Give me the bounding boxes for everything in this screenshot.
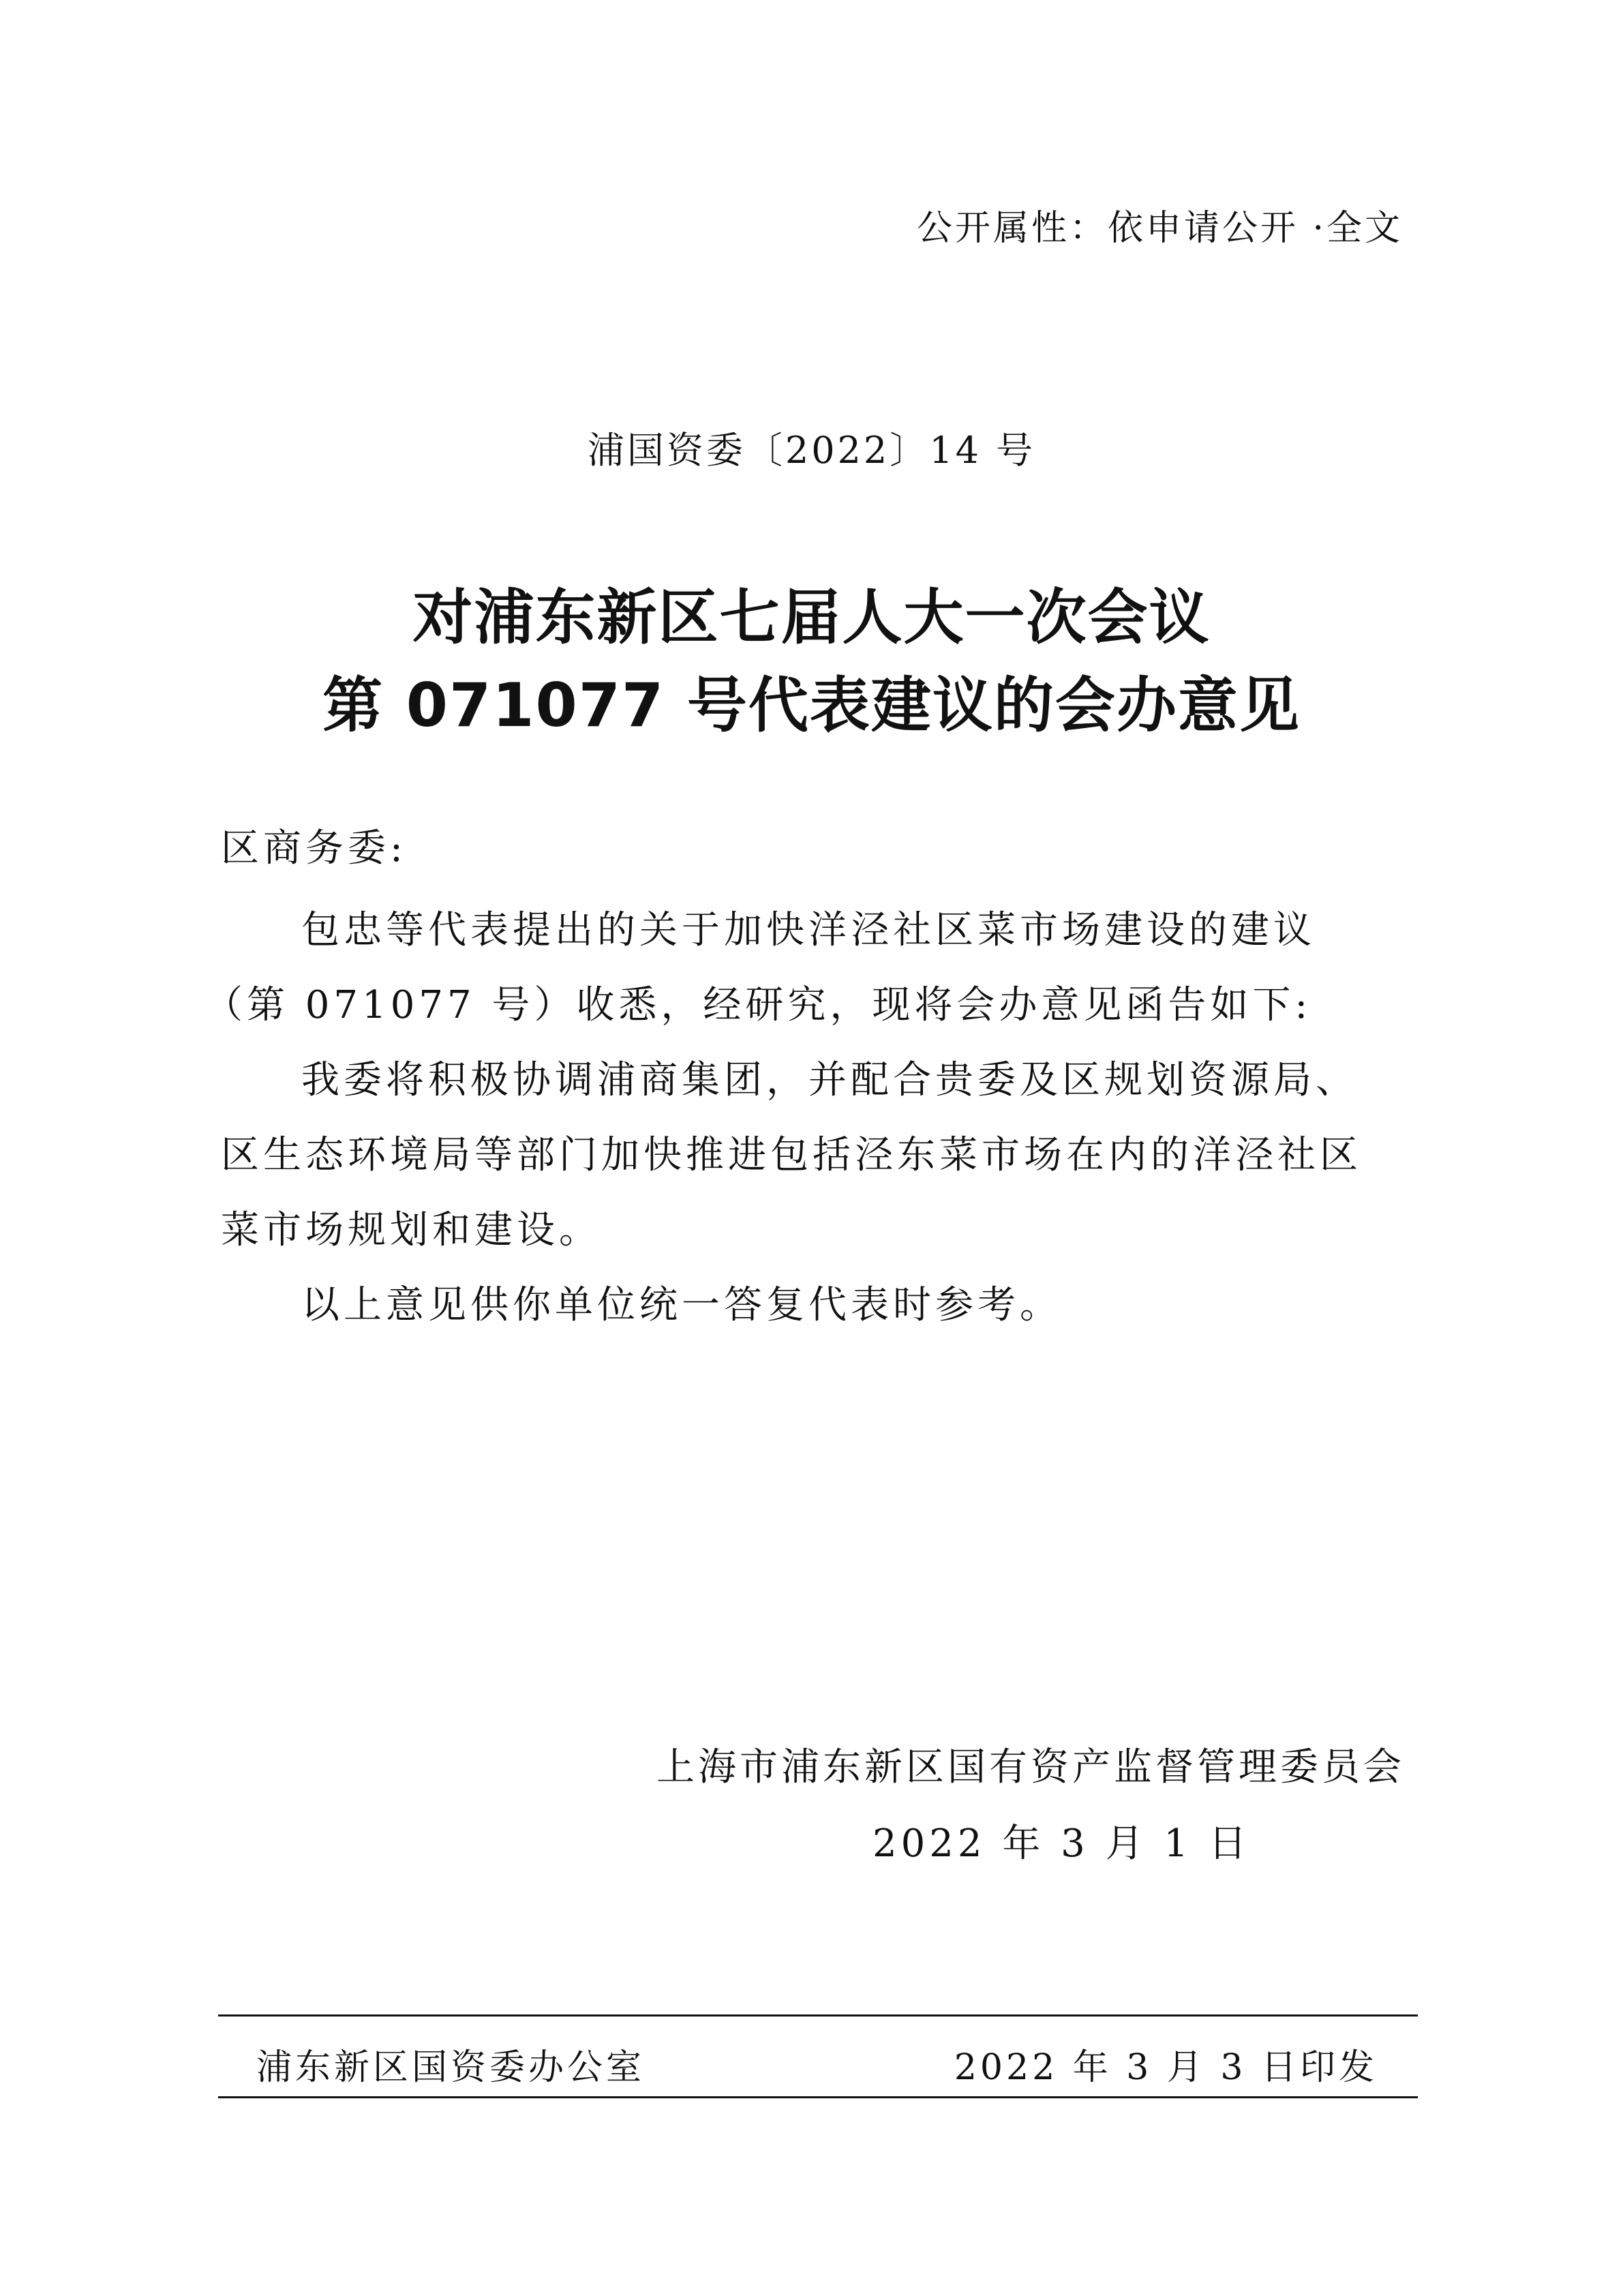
footer-bottom-rule [218, 2096, 1418, 2098]
footer-issue-date: 2022 年 3 月 3 日印发 [954, 2047, 1378, 2088]
footer-issuing-office: 浦东新区国资委办公室 [256, 2047, 646, 2088]
paragraph-2-line-3: 菜市场规划和建设。 [221, 1208, 601, 1252]
disclosure-attribute: 公开属性：依申请公开 ·全文 [916, 208, 1403, 249]
paragraph-1-line-1: 包忠等代表提出的关于加快洋泾社区菜市场建设的建议 [301, 908, 1316, 952]
signing-organization: 上海市浦东新区国有资产监督管理委员会 [656, 1745, 1405, 1789]
paragraph-2-line-1: 我委将积极协调浦商集团，并配合贵委及区规划资源局、 [301, 1058, 1358, 1102]
document-title-line-2: 第 071077 号代表建议的会办意见 [322, 670, 1301, 740]
document-number: 浦国资委〔2022〕14 号 [587, 429, 1036, 472]
paragraph-3-line-1: 以上意见供你单位统一答复代表时参考。 [301, 1283, 1062, 1327]
paragraph-1-line-2: （第 071077 号）收悉，经研究，现将会办意见函告如下: [204, 983, 1312, 1027]
salutation: 区商务委: [221, 826, 407, 871]
footer-top-rule [218, 2014, 1418, 2016]
signing-date: 2022 年 3 月 1 日 [873, 1822, 1251, 1866]
paragraph-2-line-2: 区生态环境局等部门加快推进包括泾东菜市场在内的洋泾社区 [221, 1133, 1362, 1177]
document-title-line-1: 对浦东新区七届人大一次会议 [412, 582, 1211, 652]
